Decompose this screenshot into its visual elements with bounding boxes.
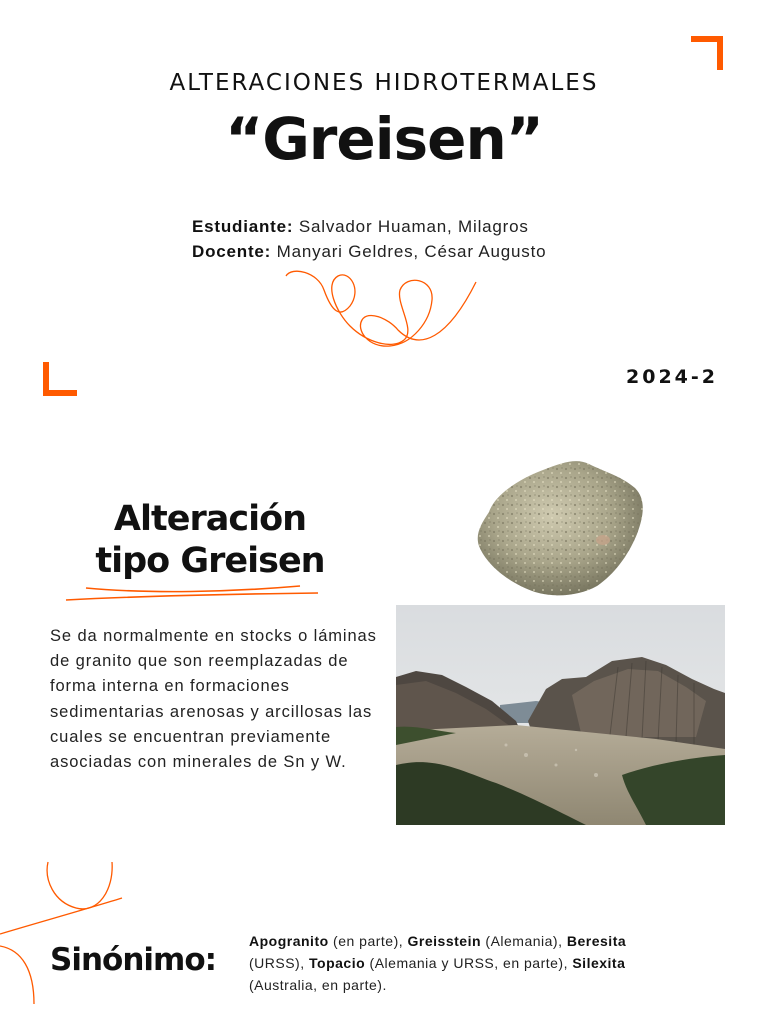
synonym-term: Topacio [309,955,366,971]
synonyms-label: Sinónimo: [50,942,217,978]
synonym-note: (en parte), [333,933,404,949]
section-title-line1: Alteración [113,499,307,539]
section-body: Se da normalmente en stocks o láminas de granito que son reemplazadas de forma interna en formaciones sedimentarias arenosas y arcillosas las cuales se encuentran previamente asociadas con minerales de Sn y W. [50,627,377,772]
year-label: 2024-2 [626,366,718,388]
document-title: “Greisen” [225,105,543,173]
synonym-term: Apogranito [249,933,329,949]
synonym-note: (Australia, en parte). [249,977,387,993]
synonym-term: Silexita [572,955,626,971]
synonym-term: Greisstein [407,933,482,949]
synonym-term: Beresita [566,933,627,949]
synonym-note: (Alemania), [485,933,563,949]
teacher-label: Docente: [192,242,272,261]
synonym-note: (URSS), [249,955,305,971]
student-name: Salvador Huaman, Milagros [298,217,529,236]
teacher-name: Manyari Geldres, César Augusto [276,242,547,261]
student-label: Estudiante: [192,217,294,236]
synonyms-list [249,930,629,996]
document-kicker: ALTERACIONES HIDROTERMALES [169,70,599,96]
synonym-note: (Alemania y URSS, en parte), [369,955,568,971]
section-title-line2: tipo Greisen [95,541,325,581]
